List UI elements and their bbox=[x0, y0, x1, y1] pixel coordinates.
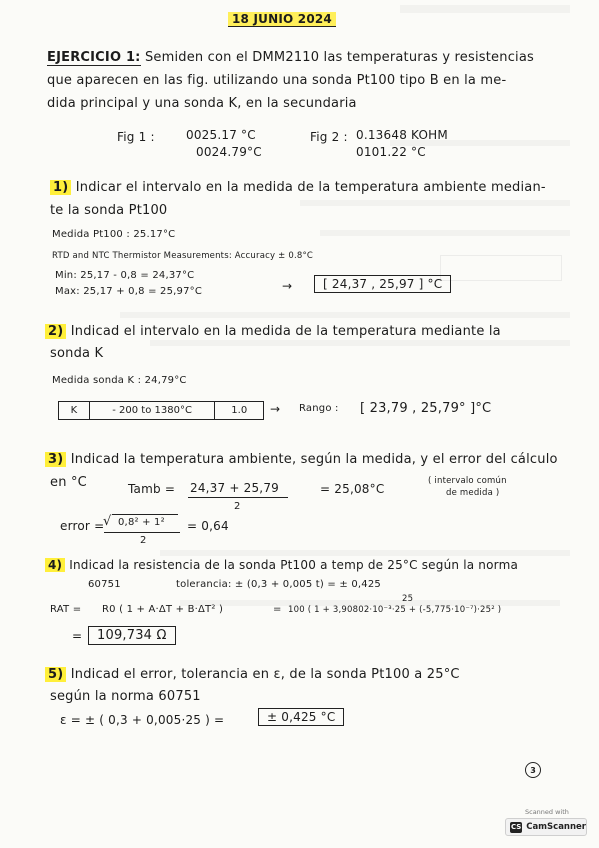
q5-text-2: según la norma 60751 bbox=[50, 689, 201, 704]
page-date: 18 JUNIO 2024 bbox=[228, 12, 336, 27]
q5-line-1 bbox=[45, 667, 460, 682]
q3-note-1: ( intervalo común bbox=[428, 476, 507, 486]
sonda-k-spec-table bbox=[58, 401, 264, 420]
q3-tamb-label: Tamb = bbox=[128, 482, 176, 496]
q3-tamb-denominator: 2 bbox=[234, 501, 241, 512]
q3-number: 3) bbox=[45, 452, 66, 467]
q4-rat-annotation: 25 bbox=[402, 594, 414, 604]
sqrt-icon: √ bbox=[103, 514, 112, 529]
q4-equals-icon: = bbox=[72, 629, 83, 643]
q3-error-numerator: 0,8² + 1² bbox=[118, 517, 165, 528]
fig1-label: Fig 1 : bbox=[117, 130, 155, 144]
q1-text-2: te la sonda Pt100 bbox=[50, 203, 168, 218]
q2-number: 2) bbox=[45, 324, 66, 339]
fig2-value-2: 0101.22 °C bbox=[356, 145, 426, 159]
q2-arrow-icon: → bbox=[270, 402, 281, 416]
q4-text: Indicad la resistencia de la sonda Pt100 a temp de 25°C según la norma bbox=[69, 558, 519, 572]
q1-measure: Medida Pt100 : 25.17°C bbox=[52, 229, 176, 240]
spec-accuracy: 1.0 bbox=[231, 405, 248, 416]
page-number: 3 bbox=[525, 762, 541, 778]
q3-error-fraction-line bbox=[104, 532, 180, 533]
q4-norma: 60751 bbox=[88, 579, 121, 590]
q1-max: Max: 25,17 + 0,8 = 25,97°C bbox=[55, 286, 203, 297]
spec-type: K bbox=[59, 402, 90, 419]
q1-min: Min: 25,17 - 0,8 = 24,37°C bbox=[55, 270, 195, 281]
q3-error-label: error = bbox=[60, 519, 105, 533]
q2-text-2: sonda K bbox=[50, 346, 104, 361]
q4-result: 109,734 Ω bbox=[88, 626, 176, 645]
q4-line-1 bbox=[45, 558, 518, 572]
q2-measure: Medida sonda K : 24,79°C bbox=[52, 375, 187, 386]
q3-note-2: de medida ) bbox=[446, 488, 500, 498]
q3-text-1: Indicad la temperatura ambiente, según la medida, y el error del cálculo bbox=[70, 452, 558, 467]
q4-rat-formula: R0 ( 1 + A·ΔT + B·ΔT² ) bbox=[102, 604, 224, 615]
q4-rat-label: RAT = bbox=[50, 604, 82, 615]
q1-result: [ 24,37 , 25,97 ] °C bbox=[314, 275, 451, 293]
q2-result: [ 23,79 , 25,79° ]°C bbox=[360, 401, 492, 416]
q1-text-1: Indicar el intervalo en la medida de la temperatura ambiente median- bbox=[75, 180, 546, 195]
exercise-intro-line-3: dida principal y una sonda K, en la secundaria bbox=[47, 96, 357, 111]
fig2-label: Fig 2 : bbox=[310, 130, 348, 144]
q2-line-1 bbox=[45, 324, 501, 339]
q2-text-1: Indicad el intervalo en la medida de la temperatura mediante la bbox=[70, 324, 501, 339]
fig2-value-1: 0.13648 KOHM bbox=[356, 128, 448, 142]
exercise-intro-line-2: que aparecen en las fig. utilizando una sonda Pt100 tipo B en la me- bbox=[47, 73, 507, 88]
q4-rat-equals: = bbox=[273, 604, 282, 615]
q2-range-label: Rango : bbox=[299, 403, 339, 414]
q3-tamb-result: = 25,08°C bbox=[320, 482, 385, 496]
q4-number: 4) bbox=[45, 558, 65, 572]
camscanner-watermark bbox=[505, 818, 587, 836]
q5-formula: ε = ± ( 0,3 + 0,005·25 ) = bbox=[60, 713, 225, 727]
exercise-label: EJERCICIO 1: bbox=[47, 50, 141, 65]
q3-tamb-fraction-line bbox=[188, 497, 288, 498]
camscanner-logo-icon: CS bbox=[510, 823, 522, 831]
q3-tamb-numerator: 24,37 + 25,79 bbox=[190, 481, 279, 495]
q3-line-1 bbox=[45, 452, 558, 467]
camscanner-brand: CamScanner bbox=[526, 822, 586, 832]
spec-range: - 200 to 1380°C bbox=[90, 402, 216, 419]
q5-number: 5) bbox=[45, 667, 66, 682]
q3-text-2: en °C bbox=[50, 475, 87, 490]
q1-arrow-icon: → bbox=[282, 279, 293, 293]
exercise-intro-line-1 bbox=[47, 50, 534, 65]
sqrt-bar bbox=[112, 514, 178, 515]
exercise-intro-text-1: Semiden con el DMM2110 las temperaturas y resistencias bbox=[144, 50, 534, 65]
q1-number: 1) bbox=[50, 180, 71, 195]
fig1-value-2: 0024.79°C bbox=[196, 145, 262, 159]
scanned-with-label: Scanned with bbox=[525, 808, 569, 816]
q3-error-result: = 0,64 bbox=[187, 519, 229, 533]
q4-tolerancia: tolerancia: ± (0,3 + 0,005 t) = ± 0,425 bbox=[176, 579, 381, 590]
q1-accuracy: RTD and NTC Thermistor Measurements: Accuracy ± 0.8°C bbox=[52, 251, 314, 261]
q3-error-denominator: 2 bbox=[140, 535, 147, 546]
q1-line-1 bbox=[50, 180, 546, 195]
q4-rat-values: 100 ( 1 + 3,90802·10⁻³·25 + (-5,775·10⁻⁷)·25² ) bbox=[288, 605, 502, 615]
q5-text-1: Indicad el error, tolerancia en ε, de la sonda Pt100 a 25°C bbox=[70, 667, 460, 682]
fig1-value-1: 0025.17 °C bbox=[186, 128, 256, 142]
q5-result: ± 0,425 °C bbox=[258, 708, 344, 726]
